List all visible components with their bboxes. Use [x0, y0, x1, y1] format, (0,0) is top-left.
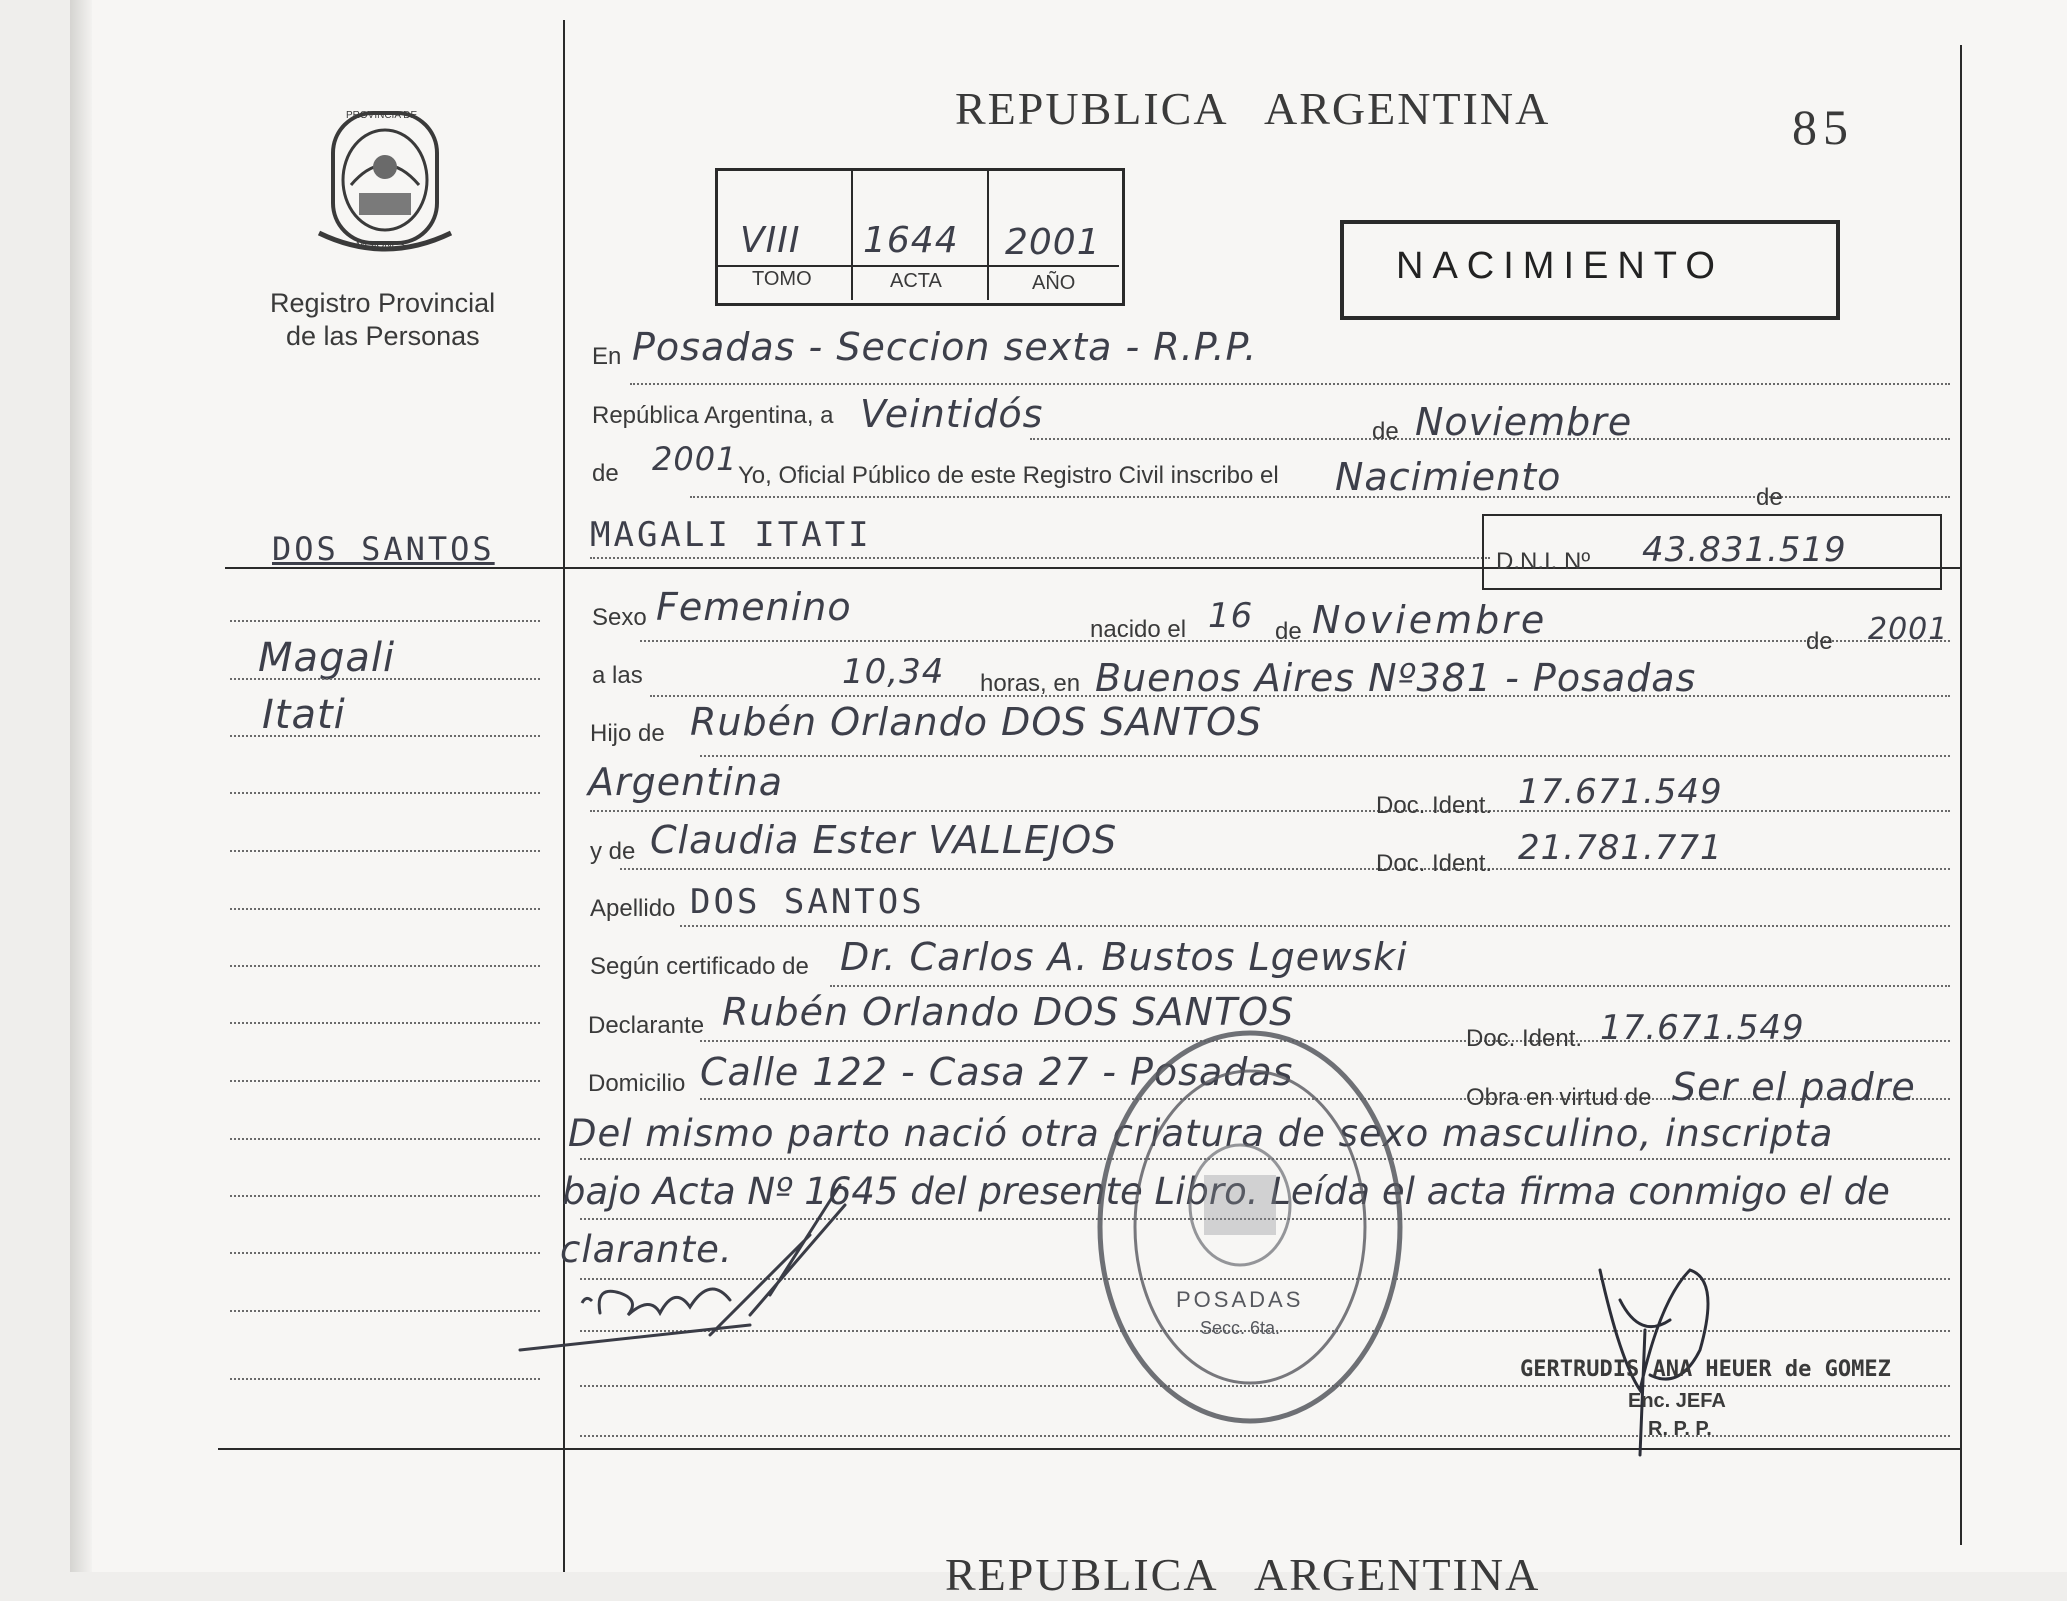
margin-given-name-1: Magali — [258, 635, 396, 681]
label-sexo: Sexo — [592, 604, 647, 631]
label-doc-ident-madre: Doc. Ident. — [1376, 850, 1493, 877]
label-doc-ident-declarante: Doc. Ident. — [1466, 1025, 1583, 1052]
label-de-anio-nac: de — [1806, 628, 1833, 655]
official-stamp — [1092, 1025, 1408, 1430]
registry-name-line2: de las Personas — [286, 321, 480, 351]
margin-row — [230, 735, 540, 737]
form-line — [680, 925, 1950, 927]
margin-row — [230, 850, 540, 852]
label-doc-ident-padre: Doc. Ident. — [1376, 792, 1493, 819]
stamp-section: Secc. 6ta. — [1200, 1318, 1281, 1338]
acta-value: 1644 — [863, 220, 959, 261]
tomo-value: VIII — [740, 220, 801, 261]
margin-row — [230, 678, 540, 680]
form-line — [830, 985, 1950, 987]
margin-row — [230, 1252, 540, 1254]
margin-row — [230, 1310, 540, 1312]
margin-surname: DOS SANTOS — [272, 530, 495, 568]
margin-row — [230, 1080, 540, 1082]
seal-top-text: PROVINCIA DE — [346, 110, 418, 121]
margin-row — [230, 965, 540, 967]
entry-dni: 43.831.519 — [1642, 530, 1847, 570]
declarant-signature — [510, 1175, 890, 1365]
observation-line-3: clarante. — [560, 1228, 733, 1271]
label-horas-en: horas, en — [980, 670, 1081, 697]
entry-apellido: DOS SANTOS — [690, 882, 925, 922]
entry-doc-declarante: 17.671.549 — [1600, 1008, 1805, 1048]
entry-dia-nac: 16 — [1208, 596, 1254, 636]
entry-doc-padre: 17.671.549 — [1518, 772, 1723, 812]
entry-hora: 10,34 — [842, 652, 945, 692]
entry-madre: Claudia Ester VALLEJOS — [650, 818, 1118, 862]
entry-padre: Rubén Orlando DOS SANTOS — [690, 700, 1263, 744]
margin-row — [230, 1022, 540, 1024]
form-line — [630, 383, 1950, 385]
entry-inscribe: Nacimiento — [1335, 455, 1562, 499]
label-domicilio: Domicilio — [588, 1070, 686, 1097]
entry-declarante: Rubén Orlando DOS SANTOS — [722, 990, 1295, 1034]
label-apellido: Apellido — [590, 895, 676, 922]
label-de-mes: de — [1275, 618, 1302, 645]
label-de-nombre: de — [1756, 484, 1783, 511]
label-de-anio: de — [592, 460, 619, 487]
record-box-divider-1 — [851, 170, 853, 300]
label-republica-a: República Argentina, a — [592, 402, 834, 429]
label-nacido-el: nacido el — [1090, 616, 1187, 643]
country-title: REPUBLICA ARGENTINA — [955, 83, 1551, 134]
observation-line-1: Del mismo parto nació otra criatura de sexo masculino, inscripta — [568, 1112, 1834, 1155]
official-title: Enc. JEFA — [1628, 1390, 1726, 1412]
entry-certificado: Dr. Carlos A. Bustos Lgewski — [840, 935, 1408, 979]
form-line — [580, 1435, 1950, 1437]
province-seal-icon — [315, 105, 455, 260]
entry-dia-texto: Veintidós — [860, 392, 1044, 436]
tomo-label: TOMO — [752, 268, 812, 290]
observation-line-2: bajo Acta Nº 1645 del presente Libro. Leída el acta firma conmigo el de — [562, 1170, 1890, 1213]
ano-value: 2001 — [1005, 222, 1101, 263]
label-segun-certificado: Según certificado de — [590, 953, 809, 980]
page-number: 85 — [1792, 99, 1854, 155]
entry-mes-nac: Noviembre — [1312, 598, 1548, 642]
right-border — [1960, 45, 1962, 1545]
label-obra-en-virtud: Obra en virtud de — [1466, 1084, 1652, 1111]
label-en: En — [592, 343, 622, 370]
label-a-las: a las — [592, 662, 643, 689]
entry-mes-texto: Noviembre — [1415, 400, 1633, 444]
next-record-country: REPUBLICA ARGENTINA — [945, 1549, 1541, 1600]
seal-bottom-text: MISIONES — [356, 240, 405, 251]
ano-label: AÑO — [1032, 272, 1076, 294]
entry-sexo: Femenino — [656, 585, 852, 629]
entry-obra: Ser el padre — [1672, 1065, 1916, 1109]
label-y-de: y de — [590, 838, 636, 865]
margin-given-name-2: Itati — [262, 692, 346, 738]
official-name: GERTRUDIS ANA HEUER de GOMEZ — [1520, 1357, 1891, 1382]
official-office: R. P. P. — [1648, 1418, 1712, 1440]
entry-anio: 2001 — [652, 440, 738, 478]
registry-name-line1: Registro Provincial — [270, 288, 496, 318]
document-type: NACIMIENTO — [1396, 245, 1724, 287]
margin-row — [230, 1195, 540, 1197]
form-line — [700, 755, 1950, 757]
entry-lugar-nac: Buenos Aires Nº381 - Posadas — [1095, 656, 1697, 700]
entry-doc-madre: 21.781.771 — [1518, 828, 1723, 868]
label-hijo-de: Hijo de — [590, 720, 665, 747]
margin-row — [230, 908, 540, 910]
page-edge-shadow — [70, 0, 92, 1572]
stamp-city: POSADAS — [1176, 1287, 1304, 1312]
entry-nombre: MAGALI ITATI — [590, 515, 872, 555]
margin-row — [230, 792, 540, 794]
margin-row — [230, 1378, 540, 1380]
label-declarante: Declarante — [588, 1012, 705, 1039]
label-dni: D.N.I. Nº — [1496, 548, 1591, 575]
form-line — [590, 557, 1490, 559]
margin-row — [230, 620, 540, 622]
entry-nacionalidad: Argentina — [588, 760, 784, 804]
form-line — [620, 868, 1950, 870]
entry-lugar: Posadas - Seccion sexta - R.P.P. — [632, 325, 1258, 369]
entry-domicilio: Calle 122 - Casa 27 - Posadas — [700, 1050, 1294, 1094]
form-line — [590, 810, 1950, 812]
entry-anio-nac: 2001 — [1868, 612, 1949, 647]
label-de: de — [1372, 418, 1399, 445]
acta-label: ACTA — [890, 270, 942, 292]
margin-row — [230, 1138, 540, 1140]
record-box-label-line — [717, 265, 1119, 267]
record-box-divider-2 — [987, 170, 989, 300]
label-oficial: Yo, Oficial Público de este Registro Civil inscribo el — [738, 462, 1279, 489]
